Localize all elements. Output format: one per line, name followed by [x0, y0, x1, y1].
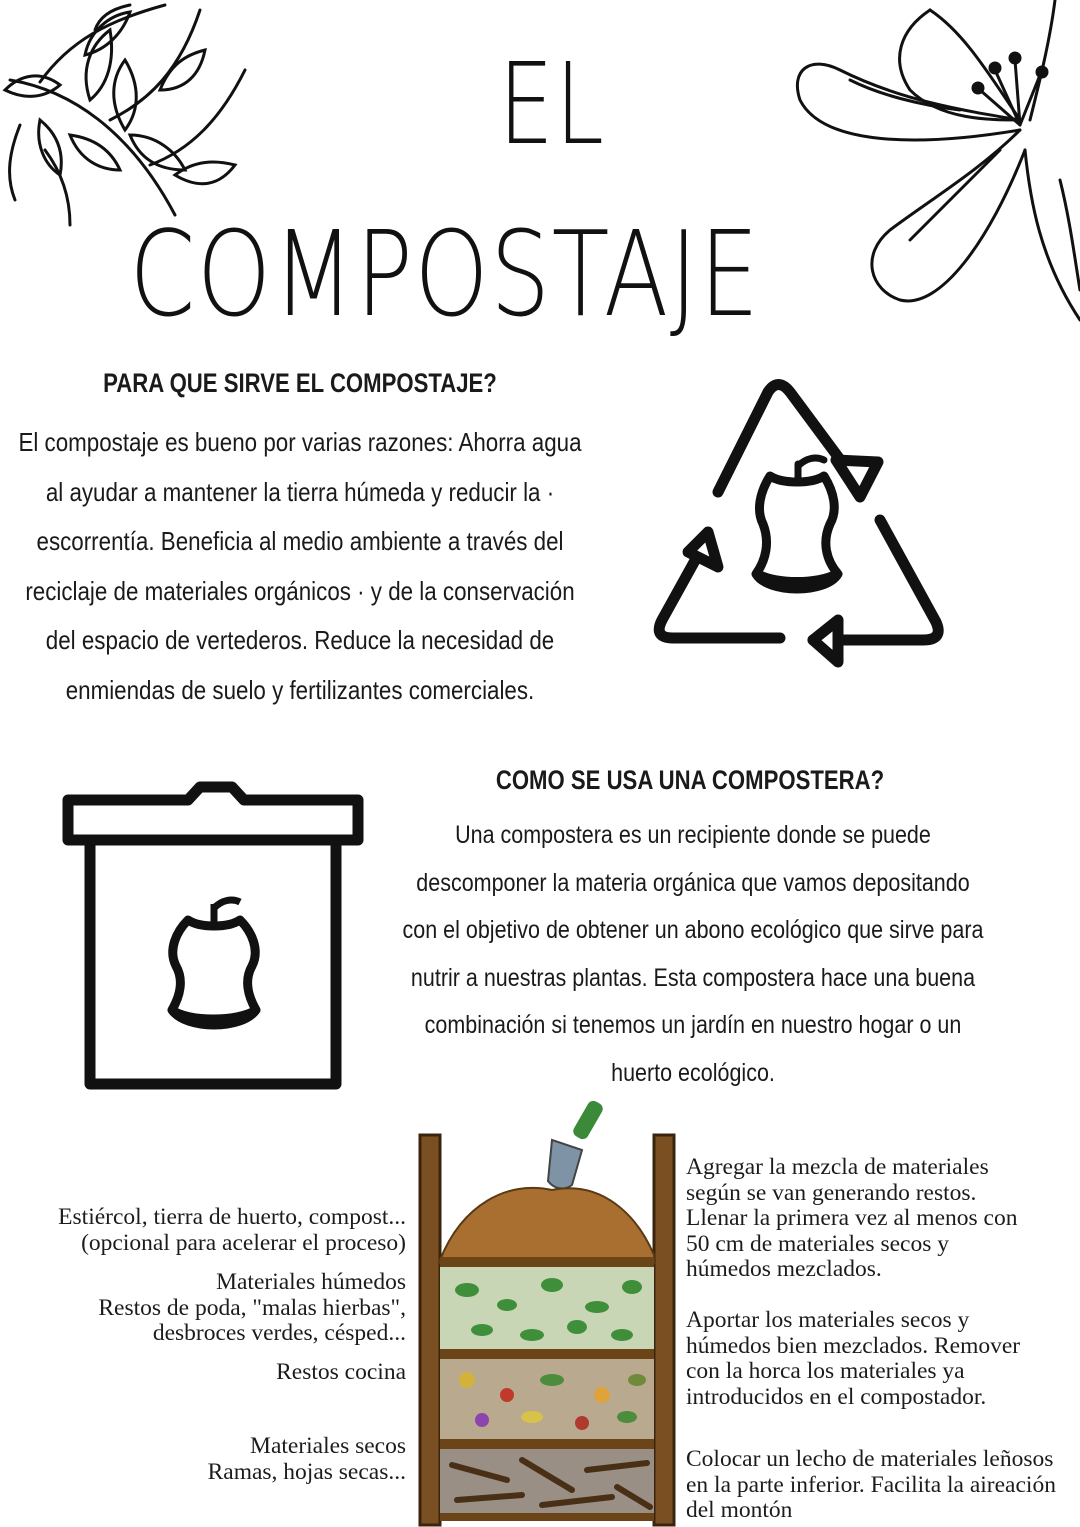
trowel-icon	[548, 1099, 605, 1189]
label-kitchen-scraps: Restos cocina	[276, 1359, 406, 1385]
label-dry-materials: Materiales secos Ramas, hojas secas...	[207, 1433, 406, 1485]
section1-body: El compostaje es bueno por varias razones: Ahorra agua al ayudar a mantener la tierra húmeda y reducir la · escorrentía. Beneficia al medio ambiente a través del reciclaje de materiales orgánicos · y de la conservación del espacio de vertederos. Reduce la necesidad de enmiendas de suelo y fertilizantes comerciales.	[18, 427, 582, 705]
section1-heading: PARA QUE SIRVE EL COMPOSTAJE?	[103, 368, 497, 398]
compost-bin-icon	[60, 782, 370, 1092]
page-title-line-2: COMPOSTAJE	[129, 205, 761, 343]
recycle-apple-icon	[648, 372, 948, 672]
page-title-line-1: EL	[498, 40, 606, 170]
section2-heading: COMO SE USA UNA COMPOSTERA?	[495, 765, 885, 795]
label-add-mix: Agregar la mezcla de materiales según se van generando restos. Llenar la primera vez al menos con 50 cm de materiales secos y húmedos mezclados.	[686, 1154, 1018, 1282]
label-wet-materials: Materiales húmedos Restos de poda, "malas hierbas", desbroces verdes, césped...	[98, 1269, 406, 1346]
label-woody-bed: Colocar un lecho de materiales leñosos en la parte inferior. Facilita la aireación del montón	[686, 1446, 1056, 1523]
compost-pile-illustration	[412, 1095, 692, 1525]
label-mix-well: Aportar los materiales secos y húmedos bien mezclados. Remover con la horca los materiales ya introducidos en el compostador.	[686, 1307, 1021, 1410]
section2-body: Una compostera es un recipiente donde se puede descomponer la materia orgánica que vamos depositando con el objetivo de obtener un abono ecológico que sirve para nutrir a nuestras plantas. Esta compostera hace una buena combinación si tenemos un jardín en nuestro hogar o un huerto ecológico.	[402, 821, 984, 1087]
label-manure: Estiércol, tierra de huerto, compost... (opcional para acelerar el proceso)	[58, 1204, 406, 1256]
